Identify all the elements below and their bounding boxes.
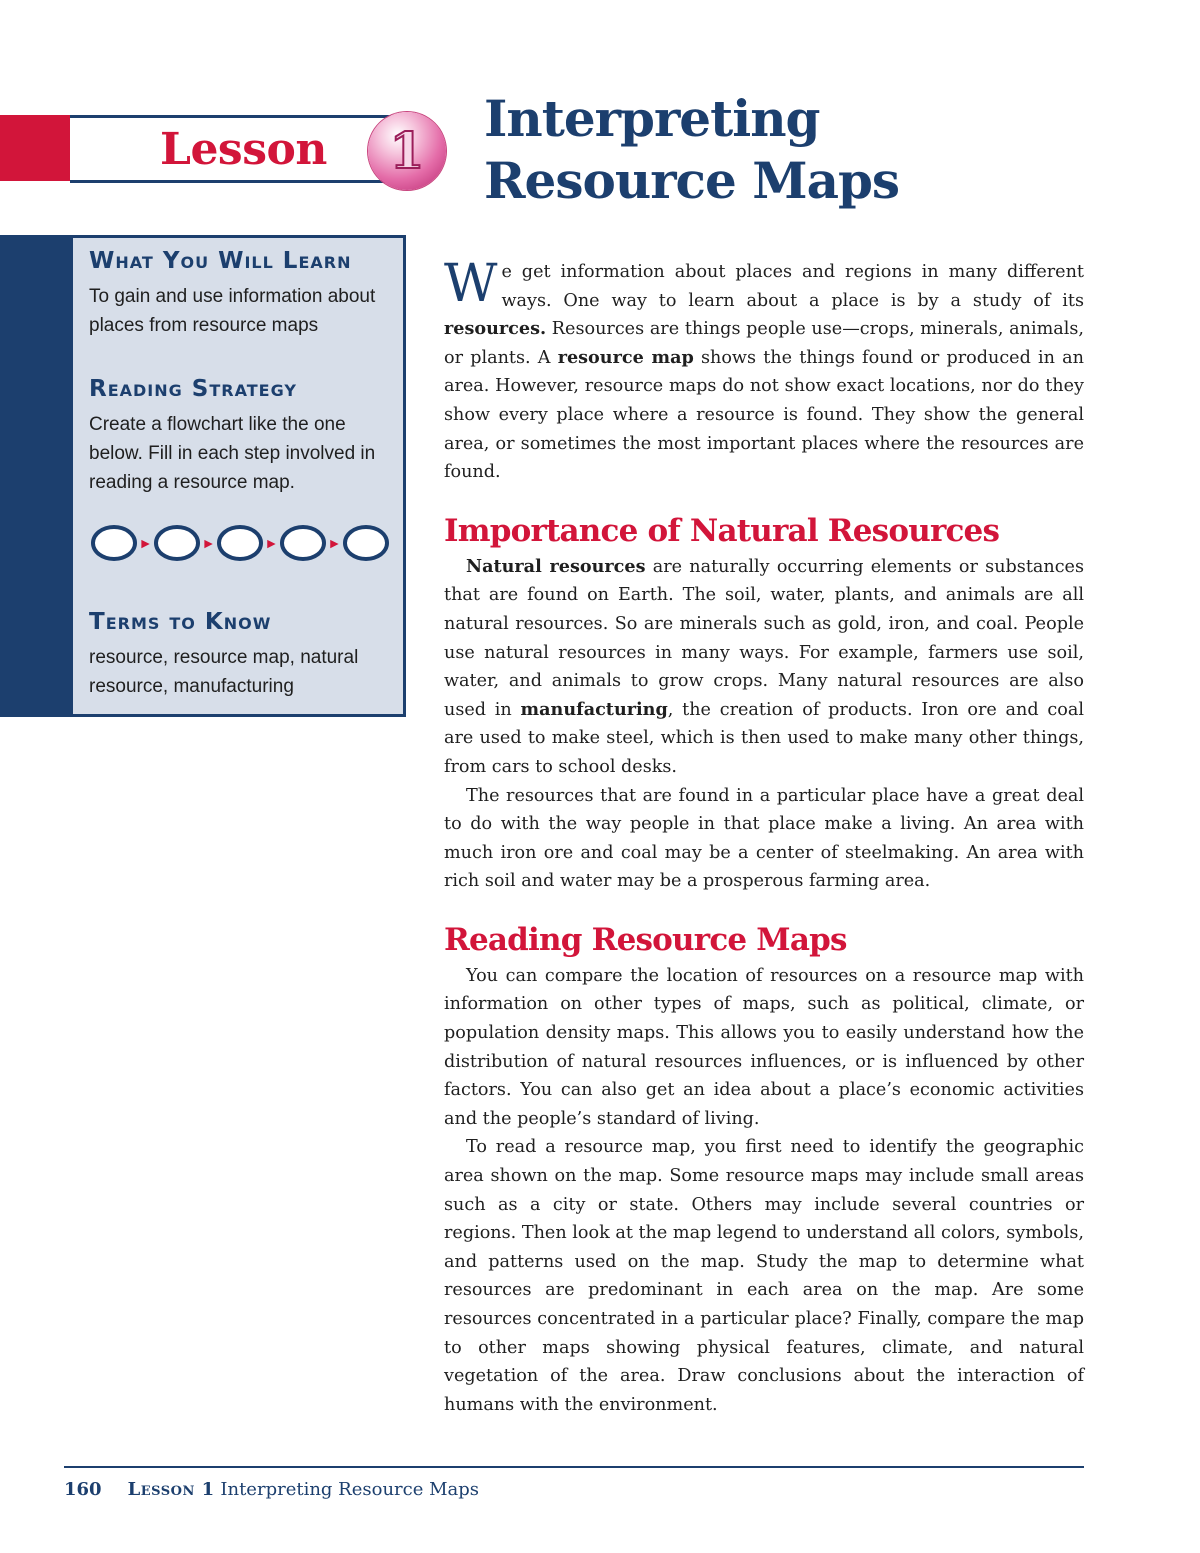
main-content	[444, 254, 1084, 1419]
drop-cap: W	[444, 254, 498, 314]
flowchart-diagram	[91, 525, 389, 561]
title-line-1: Interpreting	[484, 89, 820, 148]
terms-text: resource, resource map, natural resource, manufacturing	[89, 647, 359, 697]
term-resource-map: resource map	[557, 346, 694, 368]
footer-rule	[64, 1466, 1084, 1468]
natural-resources-text-a: are naturally occurring elements or substances that are found on Earth. The soil, water, plants, and animals are all natural resources. So are minerals such as gold, iron, and coal. People use natural resources in many ways. For example, farmers use soil, water, and animals to grow crops. Many natural resources are also used in	[444, 556, 1084, 720]
term-natural-resources: Natural resources	[466, 555, 646, 577]
footer-lesson-title: Interpreting Resource Maps	[220, 1479, 480, 1500]
intro-text-2: Resources are things people use—crops, minerals, animals, or plants. A	[444, 319, 1084, 368]
strategy-heading: Reading Strategy	[89, 376, 297, 402]
intro-paragraph	[444, 254, 1084, 487]
title-line-2: Resource Maps	[484, 151, 900, 210]
lesson-label: Lesson	[160, 124, 327, 175]
intro-text-1: e get information about places and regions in many different ways. One way to learn about a place is by a study of its	[501, 262, 1084, 311]
sidebar-box	[70, 235, 406, 717]
sidebar-strip	[0, 235, 70, 717]
intro-text-3: shows the things found or produced in an area. However, resource maps do not show exact locations, nor do they show every place where a resource is found. They show the general area, or sometimes the most important places where the resources are found.	[444, 347, 1084, 483]
natural-resources-text-b: , the creation of products. Iron ore and coal are used to make steel, which is then used to make many other things, from cars to school desks.	[444, 699, 1084, 777]
lesson-number: 1	[389, 121, 425, 180]
flowchart-oval	[217, 525, 263, 561]
arrow-right-icon: ►	[138, 535, 153, 551]
section-heading-reading-maps: Reading Resource Maps	[444, 921, 847, 958]
strategy-text: Create a flowchart like the one below. Fill in each step involved in reading a resource map.	[89, 414, 376, 493]
page-footer	[64, 1479, 479, 1500]
page-title	[484, 88, 899, 212]
terms-heading: Terms to Know	[89, 609, 272, 635]
natural-resources-paragraph-2: The resources that are found in a particular place have a great deal to do with the way people in that place make a living. An area with much iron ore and coal may be a center of steelmaking. An area with rich soil and water may be a prosperous farming area.	[444, 785, 1084, 892]
term-resources: resources.	[444, 318, 547, 340]
arrow-right-icon: ►	[327, 535, 342, 551]
flowchart-oval	[154, 525, 200, 561]
flowchart-oval	[91, 525, 137, 561]
footer-lesson-label: Lesson 1	[127, 1479, 215, 1500]
reading-maps-paragraph-1: You can compare the location of resources on a resource map with information on other types of maps, such as political, climate, or population density maps. This allows you to easily understand how the distribution of natural resources influences, or is influenced by other factors. You can also get an idea about a place’s economic activities and the people’s standard of living.	[444, 965, 1084, 1129]
flowchart-oval	[343, 525, 389, 561]
flowchart-oval	[280, 525, 326, 561]
reading-maps-paragraph-2: To read a resource map, you first need to identify the geographic area shown on the map. Some resource maps may include small areas such as a city or state. Others may include several countries or regions. Then look at the map legend to understand all colors, symbols, and patterns used on the map. Study the map to determine what resources are predominant in each area on the map. Are some resources concentrated in a particular place? Finally, compare the map to other maps showing physical features, climate, and natural vegetation of the area. Draw conclusions about the interaction of humans with the environment.	[444, 1137, 1084, 1415]
header-red-bar	[0, 115, 70, 181]
page-number: 160	[64, 1479, 102, 1500]
natural-resources-paragraph-1	[444, 553, 1084, 782]
arrow-right-icon: ►	[264, 535, 279, 551]
learn-text: To gain and use information about places from resource maps	[89, 286, 376, 336]
term-manufacturing: manufacturing	[520, 698, 668, 720]
section-heading-natural-resources: Importance of Natural Resources	[444, 512, 1000, 549]
arrow-right-icon: ►	[201, 535, 216, 551]
learn-heading: What You Will Learn	[89, 248, 352, 274]
